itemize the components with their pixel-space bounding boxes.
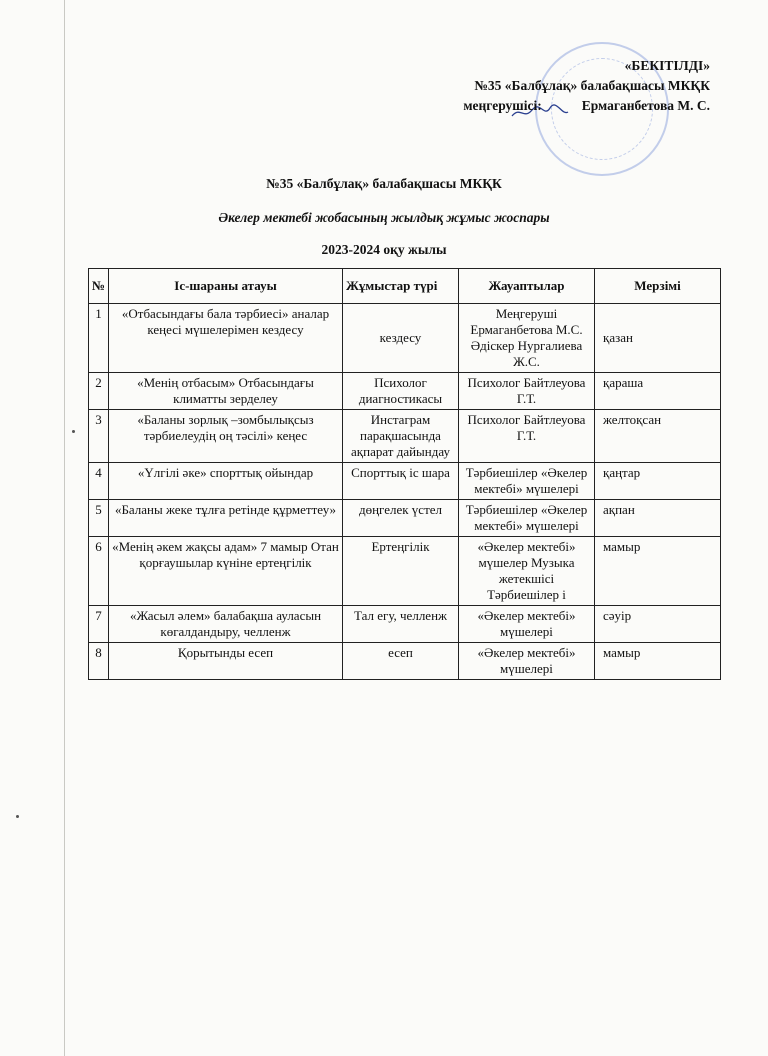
scan-speck (16, 815, 19, 818)
row-responsible: Психолог Байтлеуова Г.Т. (459, 373, 595, 410)
row-num: 6 (89, 537, 109, 606)
row-term: мамыр (595, 537, 721, 606)
row-term: қазан (595, 304, 721, 373)
org-title: №35 «Балбұлақ» балабақшасы МКҚК (266, 176, 502, 191)
table-row (89, 537, 721, 606)
row-num: 8 (89, 643, 109, 680)
row-num: 7 (89, 606, 109, 643)
approval-signatory: Ермаганбетова М. С. (581, 98, 710, 113)
header-num: № (89, 269, 109, 304)
row-num: 3 (89, 410, 109, 463)
row-responsible: Тәрбиешілер «Әкелер мектебі» мүшелері (459, 500, 595, 537)
row-num: 1 (89, 304, 109, 373)
row-responsible: Меңгеруші Ермаганбетова М.С. Әдіскер Нургалиева Ж.С. (459, 304, 595, 373)
academic-year: 2023-2024 оқу жылы (321, 242, 447, 257)
row-num: 2 (89, 373, 109, 410)
row-name: «Үлгілі әке» спорттық ойындар (109, 463, 343, 500)
row-name: «Баланы зорлық –зомбылықсыз тәрбиелеудің оң тәсілі» кеңес (109, 410, 343, 463)
header-name: Іс-шараны атауы (109, 269, 343, 304)
approval-role: меңгерушісі: (463, 98, 542, 113)
approval-signatory-line (463, 96, 710, 116)
table-row (89, 606, 721, 643)
row-responsible: «Әкелер мектебі» мүшелер Музыка жетекшісі Тәрбиешілер і (459, 537, 595, 606)
row-type: Ертеңгілік (343, 537, 459, 606)
row-name: «Жасыл әлем» балабақша ауласын көгалдандыру, челленж (109, 606, 343, 643)
header-term: Мерзімі (595, 269, 721, 304)
row-responsible: Психолог Байтлеуова Г.Т. (459, 410, 595, 463)
table-header-row (89, 269, 721, 304)
table-row (89, 304, 721, 373)
row-term: сәуір (595, 606, 721, 643)
row-term: қаңтар (595, 463, 721, 500)
work-plan-table (88, 268, 721, 680)
approval-institution: №35 «Балбұлақ» балабақшасы МКҚК (474, 78, 710, 93)
header-responsible: Жауаптылар (459, 269, 595, 304)
row-name: «Отбасындағы бала тәрбиесі» аналар кеңесі мүшелерімен кездесу (109, 304, 343, 373)
row-type: Инстаграм парақшасында ақпарат дайындау (343, 410, 459, 463)
row-name: «Менің әкем жақсы адам» 7 мамыр Отан қорғаушылар күніне ертеңгілік (109, 537, 343, 606)
row-type: Тал егу, челленж (343, 606, 459, 643)
header-type: Жұмыстар түрі (343, 269, 459, 304)
row-name: «Менің отбасым» Отбасындағы климатты зерделеу (109, 373, 343, 410)
table-row (89, 373, 721, 410)
table-row (89, 500, 721, 537)
table-row (89, 463, 721, 500)
row-type: Спорттық іс шара (343, 463, 459, 500)
row-responsible: Тәрбиешілер «Әкелер мектебі» мүшелері (459, 463, 595, 500)
plan-title: Әкелер мектебі жобасының жылдық жұмыс жоспары (218, 210, 550, 225)
row-responsible: «Әкелер мектебі» мүшелері (459, 606, 595, 643)
row-num: 4 (89, 463, 109, 500)
row-responsible: «Әкелер мектебі» мүшелері (459, 643, 595, 680)
scan-edge-line (64, 0, 65, 1056)
row-term: қараша (595, 373, 721, 410)
row-type: кездесу (343, 304, 459, 373)
row-type: Психолог диагностикасы (343, 373, 459, 410)
row-term: мамыр (595, 643, 721, 680)
approval-block (463, 56, 710, 116)
row-type: дөңгелек үстел (343, 500, 459, 537)
table-row (89, 643, 721, 680)
table-row (89, 410, 721, 463)
row-name: «Баланы жеке тұлға ретінде құрметтеу» (109, 500, 343, 537)
row-term: желтоқсан (595, 410, 721, 463)
row-num: 5 (89, 500, 109, 537)
row-type: есеп (343, 643, 459, 680)
row-term: ақпан (595, 500, 721, 537)
row-name: Қорытынды есеп (109, 643, 343, 680)
approval-status: «БЕКІТІЛДІ» (624, 58, 710, 73)
scan-speck (72, 430, 75, 433)
